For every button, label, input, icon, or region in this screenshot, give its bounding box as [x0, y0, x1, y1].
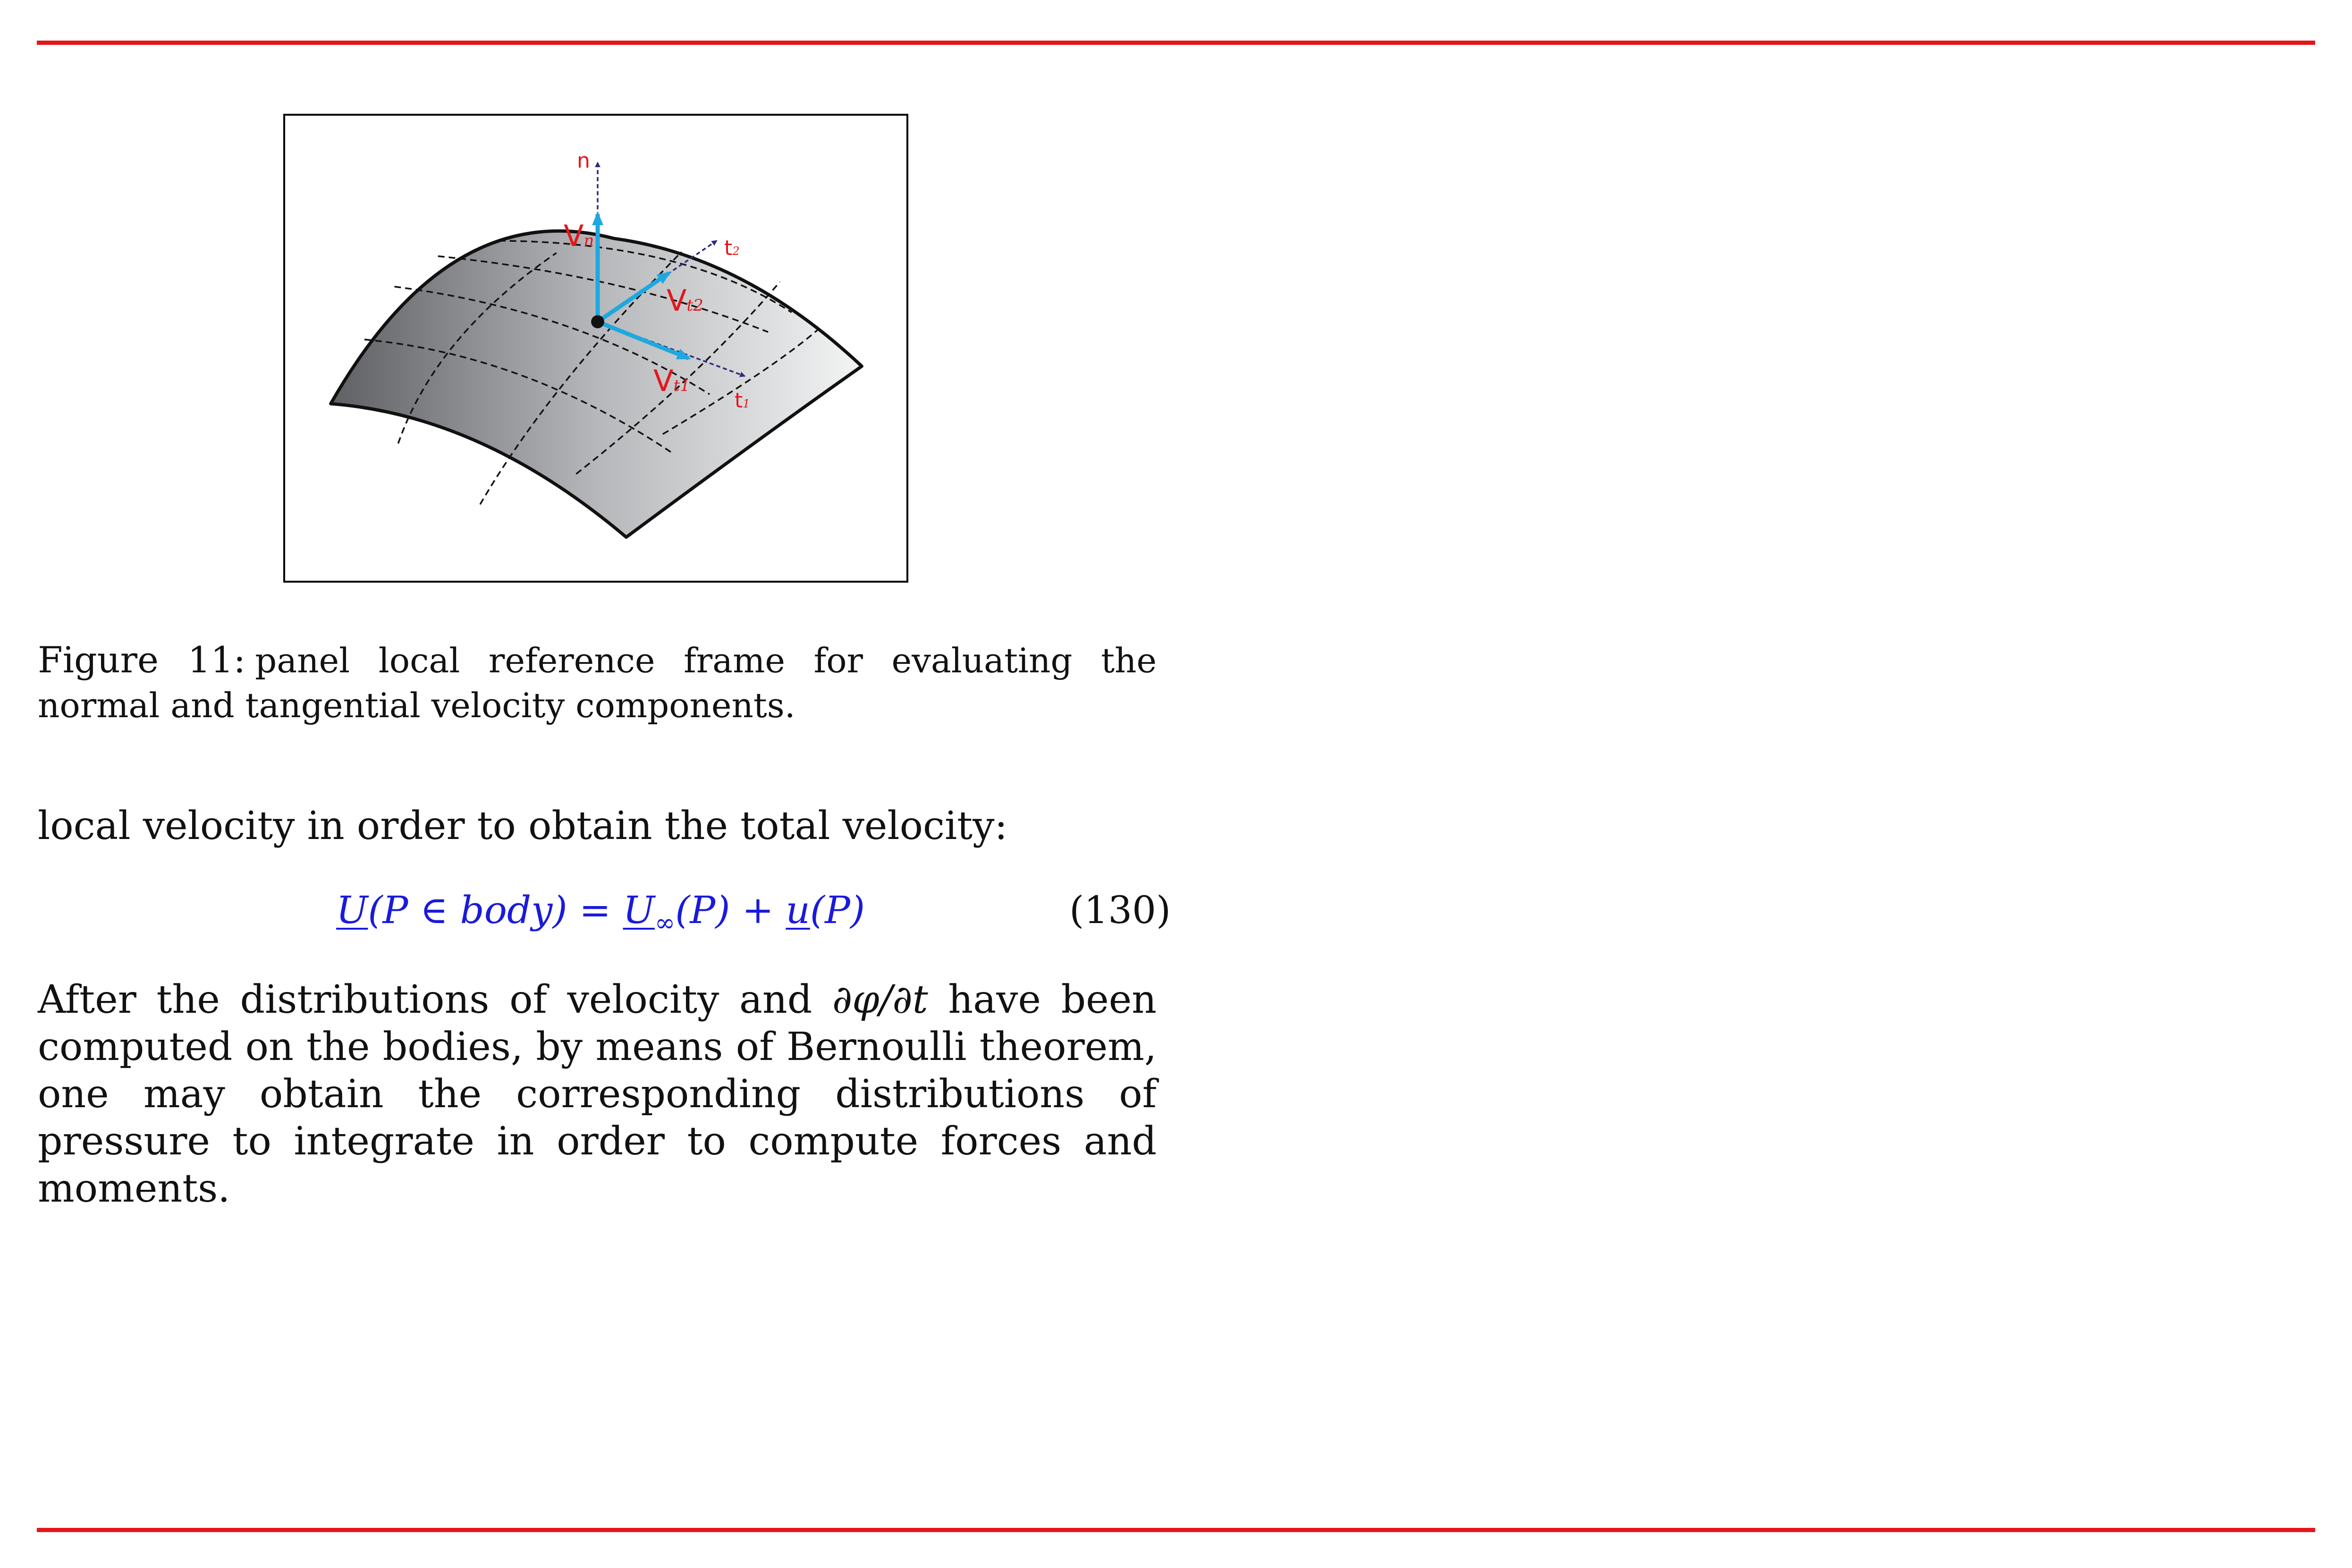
footer-rule	[37, 1528, 2315, 1532]
t2-axis-label: t2	[724, 236, 740, 260]
vt2-label: Vt2	[667, 283, 703, 318]
t1-axis-label: t1	[735, 389, 750, 413]
figure-caption	[38, 637, 1157, 728]
header-rule	[37, 41, 2315, 45]
figure-caption-text: panel local reference frame for evaluating the normal and tangential velocity components.	[38, 641, 1157, 725]
equation-130: U(P ∈ body) = $U_\infty(P) + u(P)$	[336, 888, 865, 937]
vt1-label: Vt1	[653, 364, 690, 398]
panel-centroid-point	[591, 315, 604, 329]
figure-11	[283, 114, 908, 583]
figure-caption-lead: Figure 11:	[38, 639, 246, 681]
vn-label: Vn	[564, 219, 594, 253]
body-paragraph: After the distributions of velocity and ∂φ/∂t have been computed on the bodies, by means of Bernoulli theorem, one may obtain the corresponding distributions of pressure to integrate in order to compute forces and moments.	[38, 977, 1157, 1211]
lead-line: local velocity in order to obtain the total velocity:	[38, 804, 1008, 848]
panel-surface-diagram	[285, 116, 906, 581]
equation-number: (130)	[1069, 888, 1171, 932]
n-axis-label: n	[577, 149, 590, 173]
